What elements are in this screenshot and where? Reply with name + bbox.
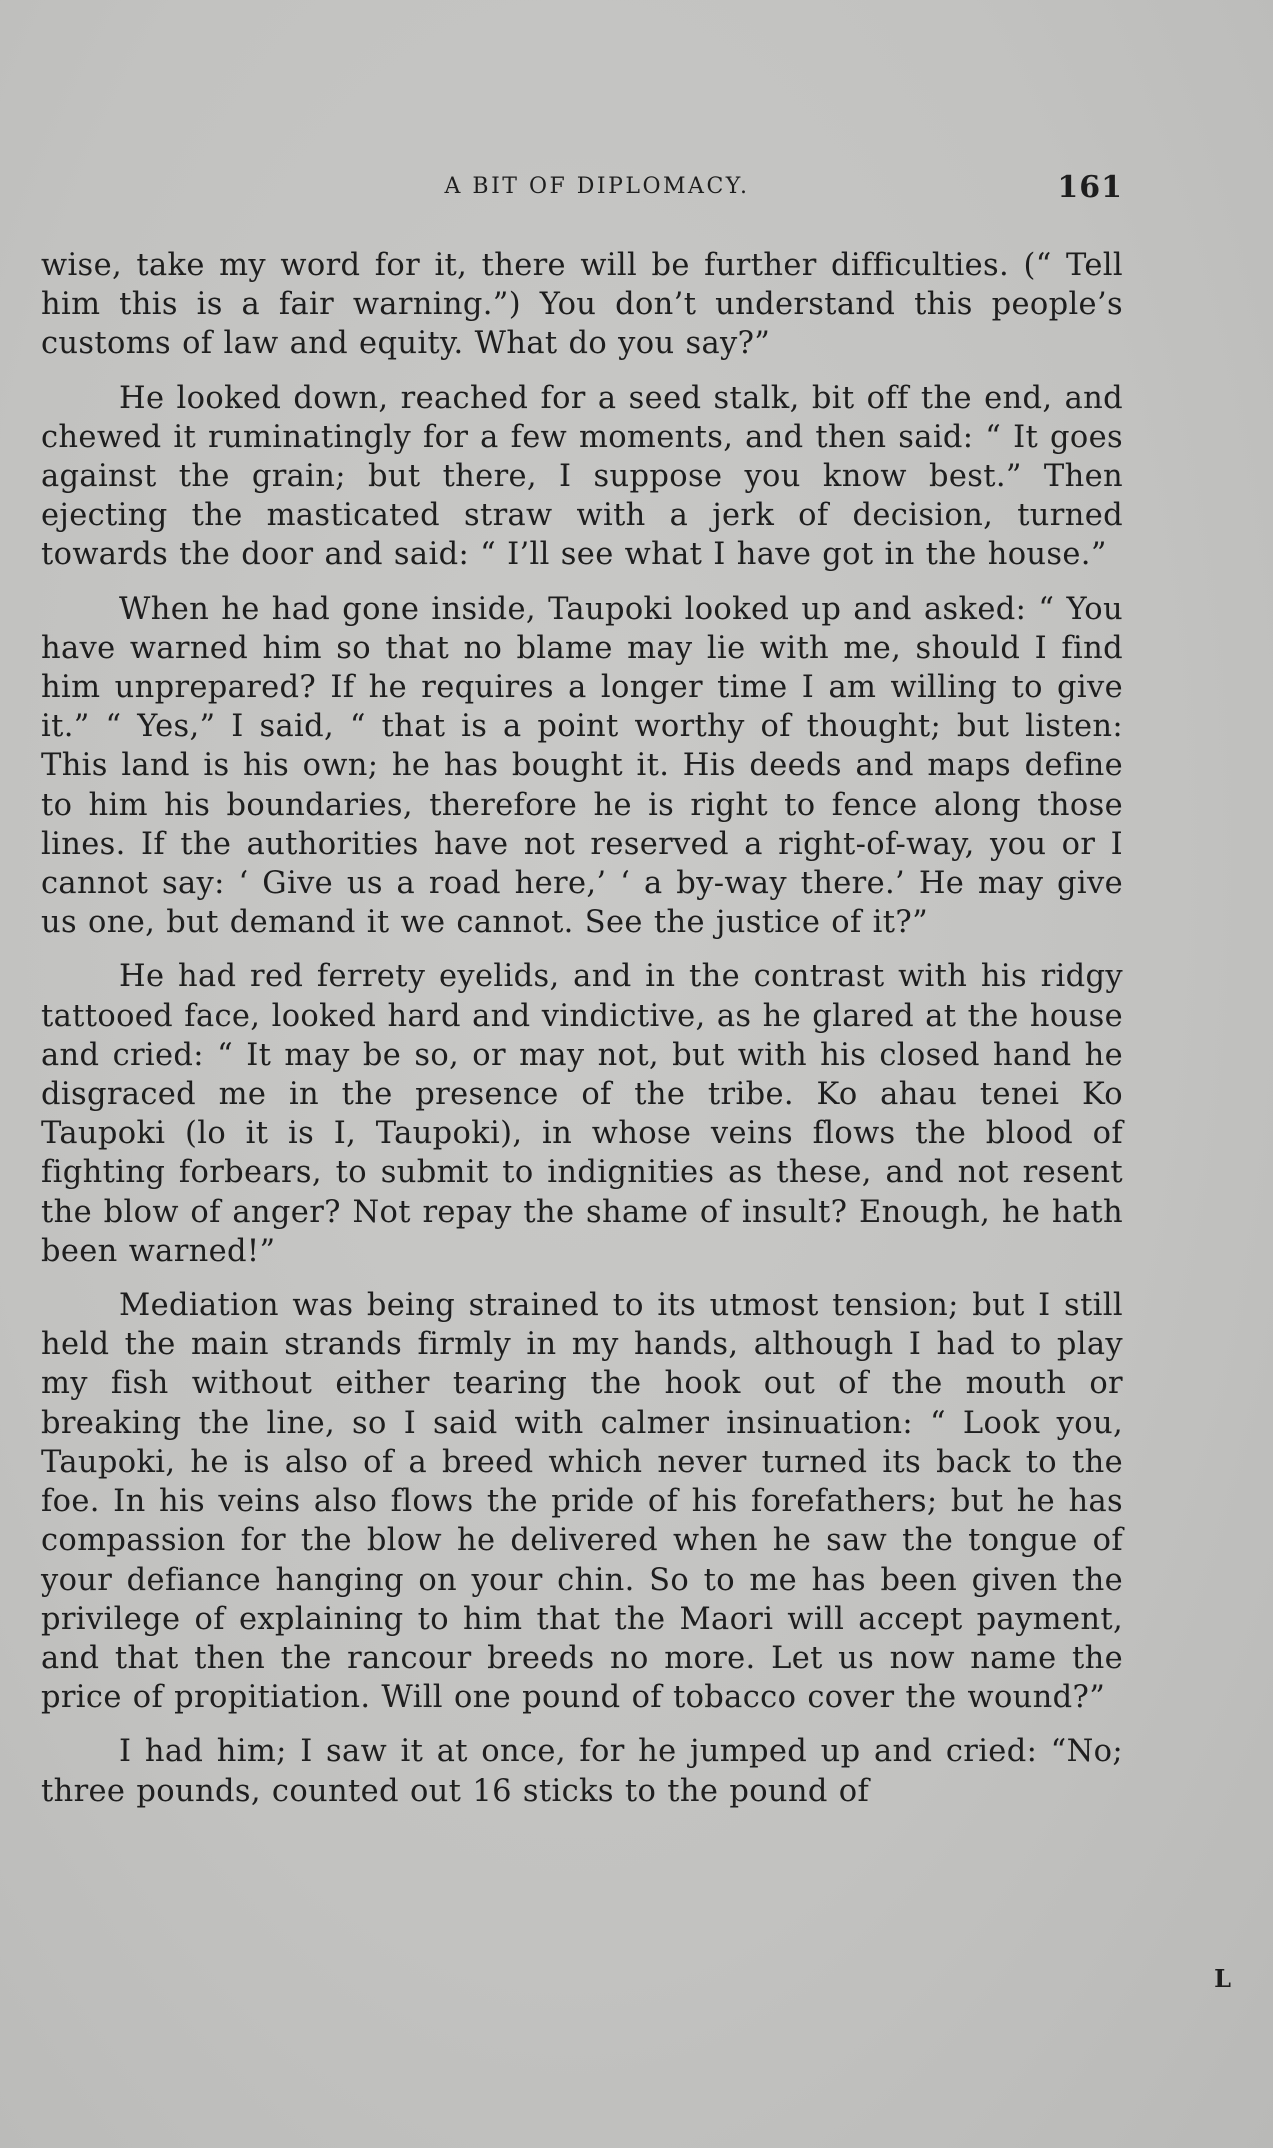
paragraph-1: wise, take my word for it, there will be further difficulties. (“ Tell him this is a fair warning.”) You don’t understand this people’s customs of law and equity. What do you say?” xyxy=(41,248,1123,362)
paragraph-2: He looked down, reached for a seed stalk, bit off the end, and chewed it ruminatingly for a few moments, and then said: “ It goes against the grain; but there, I suppose you know best.” Then ejecting the masticated straw with a jerk of decision, turned towards the door and said: “ I’ll see what I have got in the house.” xyxy=(41,380,1123,573)
paragraph-5: Mediation was being strained to its utmost tension; but I still held the main strands firmly in my hands, although I had to play my fish without either tearing the hook out of the mouth or breaking the line, so I said with calmer insinuation: “ Look you, Taupoki, he is also of a breed which never turned its back to the foe. In his veins also flows the pride of his forefathers; but he has compassion for the blow he delivered when he saw the tongue of your defiance hanging on your chin. So to me has been given the privilege of explaining to him that the Maori will accept payment, and that then the rancour breeds no more. Let us now name the price of propitiation. Will one pound of tobacco cover the wound?” xyxy=(41,1288,1123,1716)
running-head xyxy=(41,170,1123,220)
running-title: A BIT OF DIPLOMACY. xyxy=(444,174,750,199)
signature-mark: L xyxy=(1214,1964,1233,1993)
paragraph-3: When he had gone inside, Taupoki looked up and asked: “ You have warned him so that no blame may lie with me, should I find him unprepared? If he requires a longer time I am willing to give it.” “ Yes,” I said, “ that is a point worthy of thought; but listen: This land is his own; he has bought it. His deeds and maps define to him his boundaries, therefore he is right to fence along those lines. If the authorities have not reserved a right-of-way, you or I cannot say: ‘ Give us a road here,’ ‘ a by-way there.’ He may give us one, but demand it we cannot. See the justice of it?” xyxy=(41,591,1123,941)
body-text xyxy=(41,246,1123,1811)
page-number: 161 xyxy=(1057,170,1123,205)
paragraph-6: I had him; I saw it at once, for he jumped up and cried: “No; three pounds, counted out 16 sticks to the pound of xyxy=(41,1734,1123,1809)
paragraph-4: He had red ferrety eyelids, and in the contrast with his ridgy tattooed face, looked hard and vindictive, as he glared at the house and cried: “ It may be so, or may not, but with his closed hand he disgraced me in the presence of the tribe. Ko ahau tenei Ko Taupoki (lo it is I, Taupoki), in whose veins flows the blood of fighting forbears, to submit to indignities as these, and not resent the blow of anger? Not repay the shame of insult? Enough, he hath been warned!” xyxy=(41,959,1123,1269)
book-page xyxy=(41,170,1123,1826)
